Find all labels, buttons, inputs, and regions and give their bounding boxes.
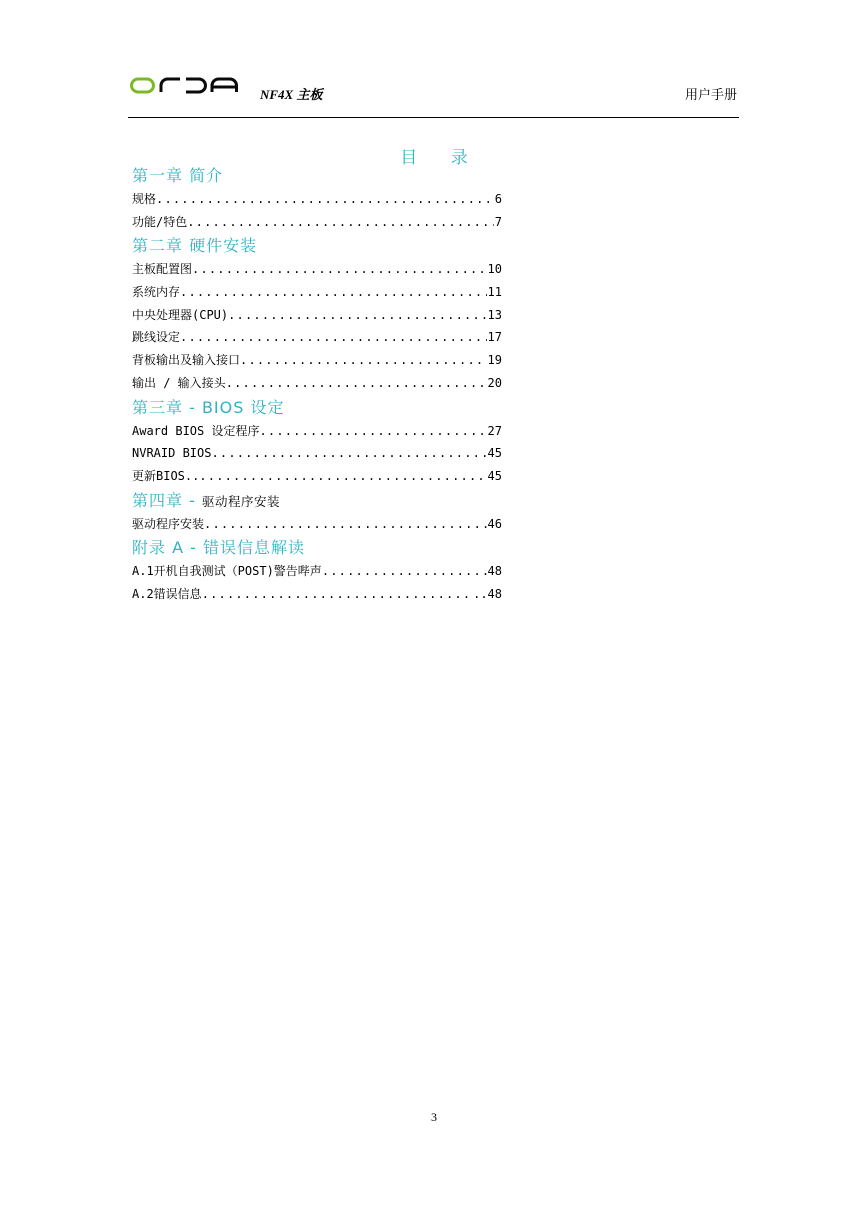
toc-entry[interactable] (132, 420, 502, 443)
toc-entry-label: A.1开机自我测试（POST)警告哔声 (132, 564, 322, 579)
toc-entry-label: 跳线设定 (132, 330, 181, 345)
toc-entry-page: ..48 (473, 586, 502, 601)
dot-leader (211, 442, 486, 465)
toc-entry[interactable] (132, 372, 502, 395)
chapter-heading (132, 488, 502, 513)
dot-leader (259, 420, 486, 443)
dot-leader (199, 465, 486, 488)
toc-entry[interactable] (132, 258, 502, 281)
page-header (128, 70, 739, 118)
dot-leader (180, 281, 487, 304)
toc-entry-label: 功能/特色 (132, 214, 188, 229)
toc-entry-page: 13 (487, 307, 502, 322)
toc-entry[interactable] (132, 560, 502, 583)
dot-leader (226, 372, 487, 395)
model-name: NF4X 主板 (260, 87, 323, 102)
toc-entry[interactable] (132, 304, 502, 327)
chapter-title: 第一章 简介 (132, 166, 224, 185)
chapter-heading (132, 535, 502, 560)
toc-entry-page: 7 (494, 214, 502, 229)
toc-entry-page: 48 (487, 564, 502, 579)
dot-leader (228, 304, 486, 327)
toc-entry[interactable] (132, 326, 502, 349)
chapter-heading (132, 163, 502, 188)
dot-leader (187, 211, 494, 234)
toc-entry-page: 45 (487, 446, 502, 461)
manual-label: 用户手册 (684, 88, 737, 103)
toc-entry-page: 46 (487, 516, 502, 531)
toc-entry-page: 10 (487, 262, 502, 277)
toc-entry[interactable] (132, 465, 502, 488)
dot-leader (202, 583, 472, 606)
dot-leader (322, 560, 487, 583)
toc-entry-label: Award BIOS 设定程序 (132, 423, 260, 438)
toc-entry-label: 驱动程序安装 (132, 516, 205, 531)
toc-entry[interactable] (132, 349, 502, 372)
dot-leader (192, 258, 487, 281)
toc-entry-label: 背板输出及输入接口 (132, 353, 241, 368)
toc-entry-page: 20 (487, 375, 502, 390)
header-rule (128, 117, 739, 118)
toc-entry-label: 输出 / 输入接头 (132, 375, 226, 390)
toc-entry-label: 更新BIOS.. (132, 468, 200, 483)
toc-entry[interactable] (132, 188, 502, 211)
toc-entry-page: 45 (487, 468, 502, 483)
toc-entry-page: 17 (487, 330, 502, 345)
dot-leader (156, 188, 494, 211)
onda-logo (130, 76, 238, 100)
toc-entry[interactable] (132, 281, 502, 304)
toc-entry-label: NVRAID BIOS (132, 446, 212, 461)
toc-title: 目 录 (400, 148, 482, 168)
chapter-title: 第四章 - (132, 490, 202, 510)
toc-entry-label: 主板配置图 (132, 262, 193, 277)
toc-entry-page: 11 (487, 285, 502, 300)
dot-leader (240, 349, 487, 372)
toc-entry-label: 中央处理器(CPU) (132, 307, 229, 322)
chapter-title-plain: 驱动程序安装 (201, 493, 280, 509)
dot-leader (180, 326, 487, 349)
toc-entry-label: 系统内存 (132, 285, 181, 300)
dot-leader (204, 513, 487, 536)
chapter-title: 第三章 - BIOS 设定 (132, 397, 285, 417)
toc-entry-page: 19 (487, 353, 502, 368)
toc-entry-label: 规格 (132, 192, 157, 206)
chapter-title: 第二章 硬件安装 (132, 236, 258, 256)
toc-entry[interactable] (132, 442, 502, 465)
toc-entry[interactable] (132, 513, 502, 536)
toc-entry[interactable] (132, 211, 502, 234)
toc-entry[interactable] (132, 583, 502, 606)
table-of-contents (132, 163, 502, 606)
toc-entry-page: 27 (487, 423, 502, 438)
toc-entry-label: A.2错误信息 (132, 586, 202, 601)
toc-entry-page: 6 (494, 192, 502, 206)
chapter-heading (132, 395, 502, 420)
chapter-heading (132, 233, 502, 258)
page-number: 3 (431, 1110, 437, 1124)
chapter-title: 附录 A - 错误信息解读 (132, 538, 305, 558)
